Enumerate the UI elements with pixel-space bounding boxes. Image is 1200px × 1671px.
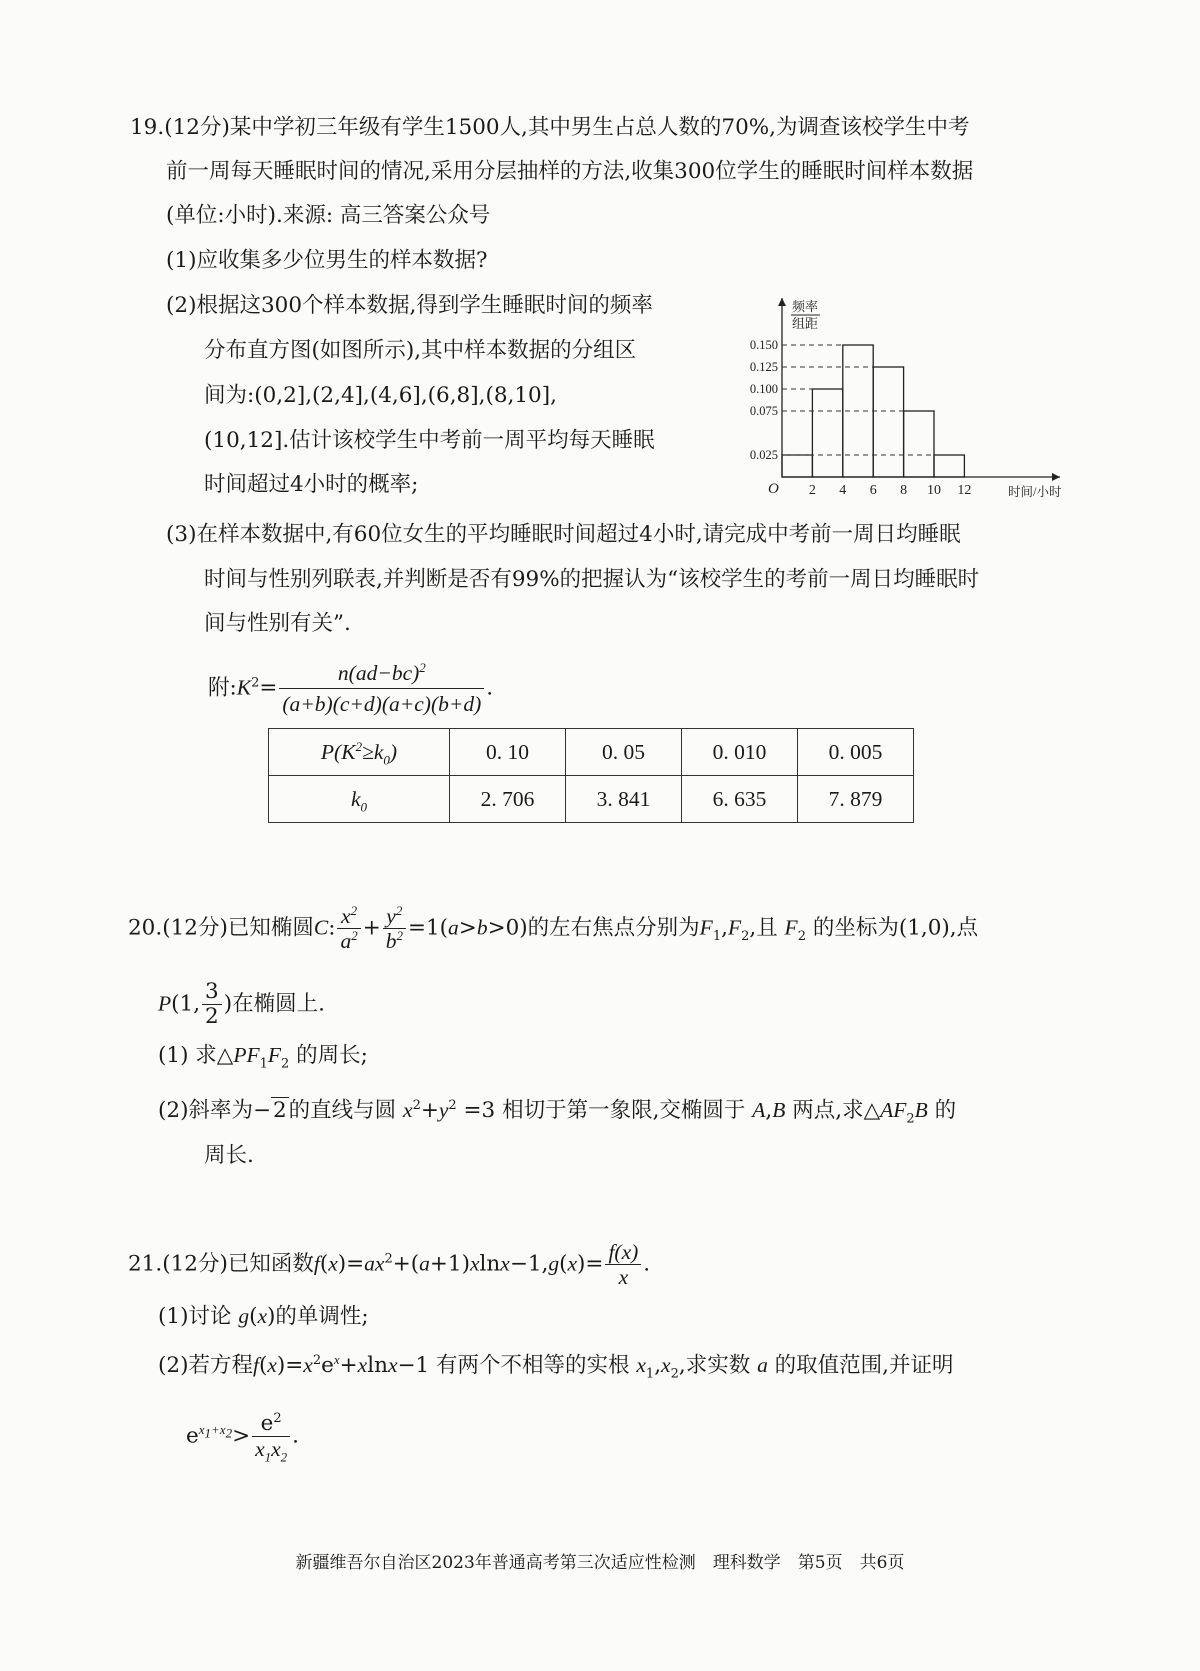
q19-part2-line2: 分布直方图(如图所示),其中样本数据的分组区 [204,338,637,363]
q19-part2-line4: (10,12].估计该校学生中考前一周平均每天睡眠 [204,428,655,453]
table-header-k: $k_0$ [269,776,450,823]
formula-prefix: 附: [208,675,237,701]
three-halves: $\frac{3}{2}$ [202,980,222,1029]
q19-number: 19. [130,115,165,140]
e2-over-x1x2: $\frac{e^2}{x_1x_2}$ [252,1412,290,1461]
y-tick-label: 0.075 [749,404,778,418]
y-tick-label: 0.025 [749,448,778,462]
q19-part2-line5: 时间超过4小时的概率; [204,472,419,497]
table-cell: 6. 635 [682,776,798,823]
q21-inequality: $e^{x_1+x_2}>$ $\frac{e^2}{x_1x_2}$ . [186,1410,300,1465]
q20-part1: (1) 求$\triangle PF_1F_2$ 的周长; [158,1043,368,1072]
x-tick-label: 2 [808,483,816,498]
table-row [269,729,914,776]
x2-over-a2: $\frac{x^2}{a^2}$ [337,904,360,953]
table-cell: 0. 05 [566,729,682,776]
x-tick-label: 10 [927,483,941,498]
page-footer: 新疆维吾尔自治区2023年普通高考第三次适应性检测 理科数学 第5页 共6页 [295,1553,905,1573]
y-axis-label-numerator: 频率 [792,299,819,314]
k-square-formula: 附$:K^2=$ $\frac{n(ad-bc)^2}{(a+b)(c+d)(a+c)(b+d)}$ . [208,658,493,719]
table-cell: 3. 841 [566,776,682,823]
x-tick-label: 8 [900,483,908,498]
q19-part1: (1)应收集多少位男生的样本数据? [166,248,488,273]
q19-part3-line2: 时间与性别列联表,并判断是否有99%的把握认为“该校学生的考前一周日均睡眠时 [204,567,980,592]
q19-part2-line3: 间为:(0,2],(2,4],(4,6],(6,8],(8,10], [204,383,557,408]
formula-numerator: $n(ad-bc)^2$ [279,658,484,689]
y-tick-label: 0.150 [749,338,778,352]
q20-part2-tail: 周长. [204,1143,254,1168]
y2-over-b2: $\frac{y^2}{b^2}$ [383,904,406,953]
y-axis-label-denominator: 组距 [792,316,819,331]
q19-intro-line3: (单位:小时).来源: 高三答案公众号 [166,203,491,228]
x-axis-label: 时间/小时 [1008,485,1062,499]
formula-fraction [279,658,484,719]
table-row [269,776,914,823]
x-tick-label: 4 [839,483,847,498]
histogram-bar [904,411,934,477]
formula-denominator: (a+b)(c+d)(a+c)(b+d) [282,692,482,716]
table-cell: 0. 10 [450,729,566,776]
histogram-bar [782,455,812,477]
q19-intro-line2: 前一周每天睡眠时间的情况,采用分层抽样的方法,收集300位学生的睡眠时间样本数据 [166,159,974,184]
q20-stem: 20.(12分)已知椭圆C: $\frac{x^2}{a^2}$ + $\frac{y^2}{b^2}$ =1(a>b>0)的左右焦点分别为$F_1,F_2$,且 $F_2$ 的坐标为(1,0),点 [128,902,979,953]
critical-value-table [268,728,914,823]
histogram-bar [873,367,903,477]
table-cell: 7. 879 [798,776,914,823]
q20-number: 20. [128,915,163,941]
histogram-bar [812,389,842,477]
q20-stem-line2: P(1, $\frac{3}{2}$ )在椭圆上. [158,979,325,1029]
q19-intro-line1 [130,113,970,143]
q21-part1: (1)讨论 g(x)的单调性; [158,1304,369,1329]
formula-lhs: K [236,675,252,700]
f-over-x: $\frac{f(x)}{x}$ [605,1240,641,1289]
q19-part3-line1: (3)在样本数据中,有60位女生的平均睡眠时间超过4小时,请完成中考前一周日均睡眠 [166,522,961,547]
table-header-p: $P(K^2\ge k_0)$ [269,729,450,776]
x-tick-label: 12 [957,483,972,498]
x-axis-arrow [1052,473,1060,481]
histogram-bar [934,455,964,477]
q19-part3-line3: 间与性别有关”. [204,611,351,636]
q19-part2-line1: (2)根据这300个样本数据,得到学生睡眠时间的频率 [166,293,653,318]
q19-intro-text1: (12分)某中学初三年级有学生1500人,其中男生占总人数的70%,为调查该校学生中考 [164,115,970,140]
origin-label: O [768,481,779,497]
table-cell: 2. 706 [450,776,566,823]
q21-part2: (2)若方程$f(x)=x^2e^x+xlnx-1$ 有两个不相等的实根 $x_1,x_2$,求实数 a 的取值范围,并证明 [158,1351,954,1382]
q21-number: 21. [128,1251,163,1277]
x-tick-label: 6 [869,483,877,498]
table-cell: 0. 010 [682,729,798,776]
y-axis-arrow [778,298,786,306]
histogram-chart [740,296,1070,506]
q21-stem: 21.(12分)已知函数$f(x)=ax^2+(a+1)xlnx-1,g(x)=$ $\frac{f(x)}{x}$ . [128,1240,651,1289]
y-tick-label: 0.100 [749,382,778,396]
y-tick-label: 0.125 [749,360,778,374]
q20-part2: (2)斜率为−2的直线与圆 $x^2+y^2 =3$ 相切于第一象限,交椭圆于 A,B 两点,求$\triangle AF_2B$ 的 [158,1097,957,1127]
table-cell: 0. 005 [798,729,914,776]
